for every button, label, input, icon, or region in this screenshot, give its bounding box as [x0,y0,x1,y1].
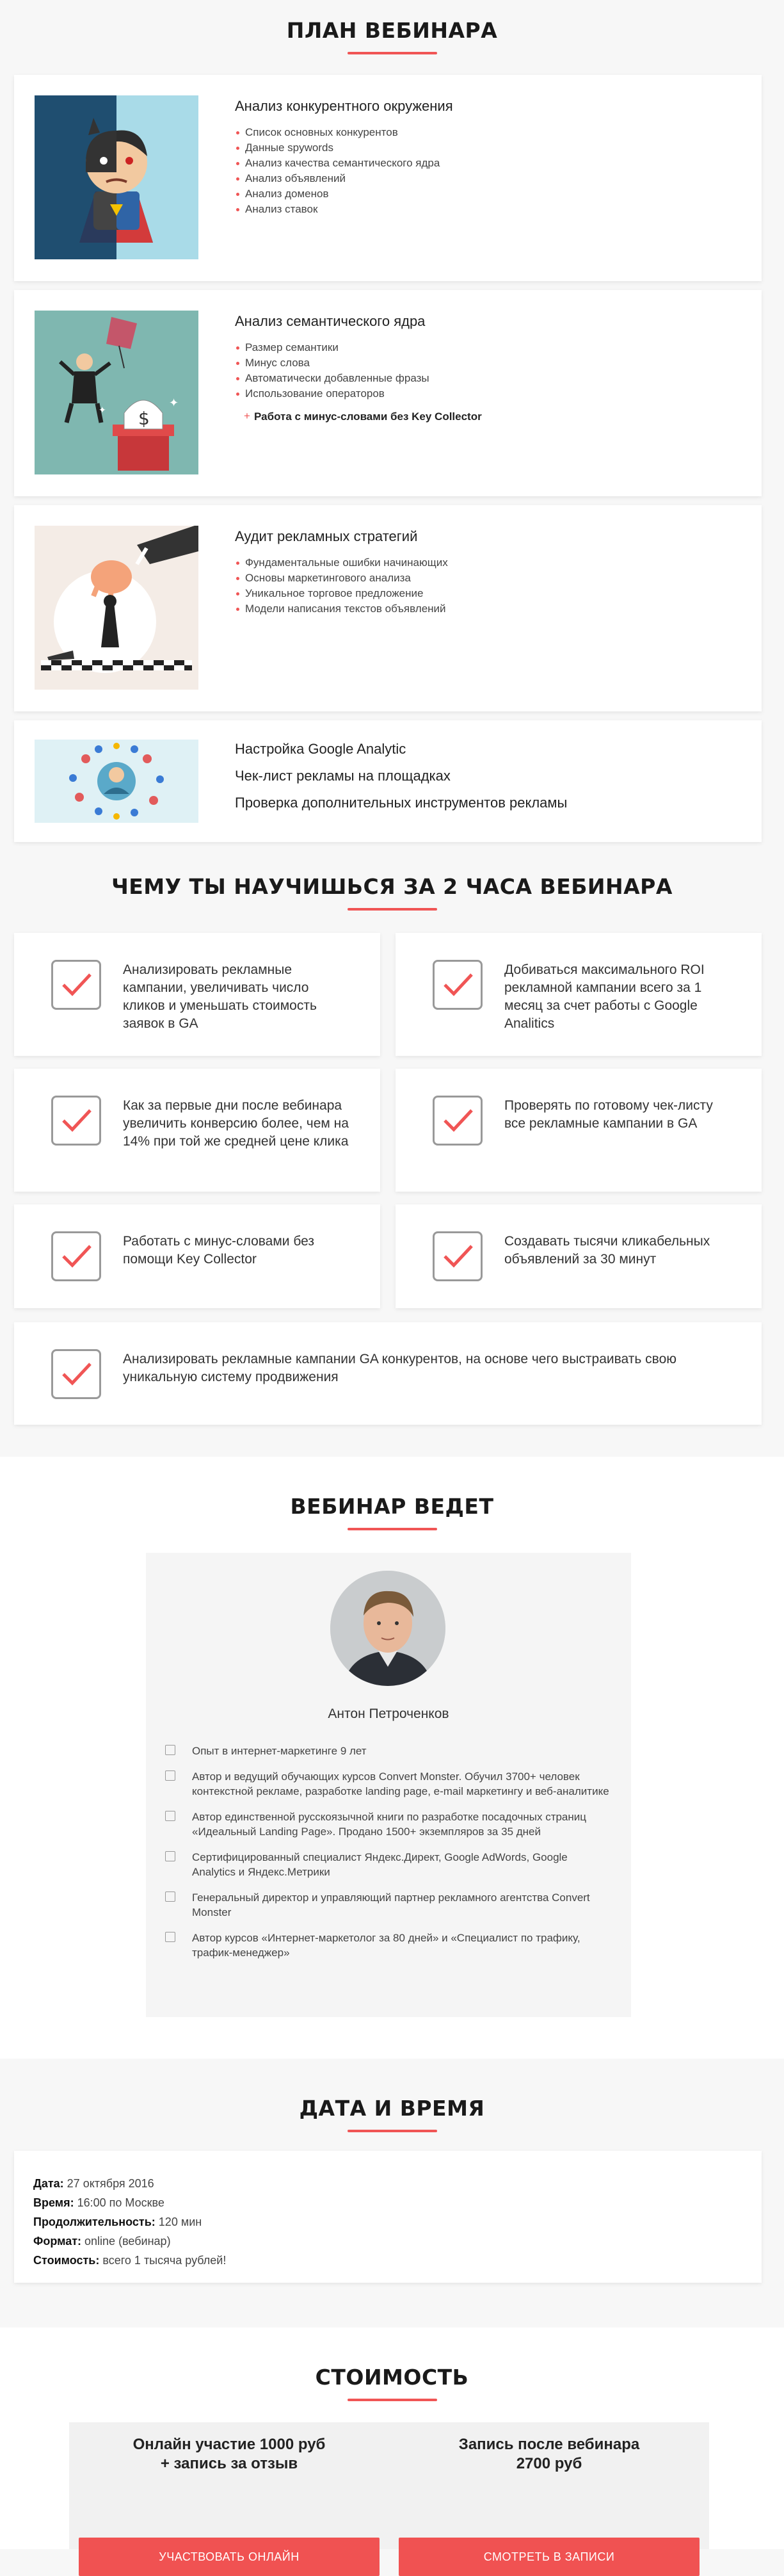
checkbox-icon [433,960,483,1010]
plan-heading: Аудит рекламных стратегий [235,528,418,544]
svg-text:✦: ✦ [99,405,106,416]
format-row [33,2232,742,2251]
plan-line: Чек-лист рекламы на площадках [235,768,451,784]
date-card [14,2151,762,2283]
plan-line: Настройка Google Analytic [235,741,406,757]
format-label: Формат: [33,2235,82,2248]
checkbox-icon [165,1891,175,1902]
host-card [146,1553,631,2017]
list-item: Список основных конкурентов [235,125,453,140]
host-facts-list [165,1744,613,1971]
date-title: ДАТА И ВРЕМЯ [299,2096,485,2121]
date-section [0,2059,784,2328]
list-item: Анализ качества семантического ядра [235,156,453,171]
title-underline [348,2130,437,2132]
plan-heading: Анализ семантического ядра [235,313,426,329]
list-item [165,1850,613,1879]
plan-card-analytics [14,720,762,842]
plan-bullet-list [235,340,482,401]
checkbox-icon [165,1851,175,1861]
plan-extra-item: + Работа с минус-словами без Key Collector [235,410,482,423]
svg-text:✦: ✦ [169,396,179,410]
learn-item-text: Анализировать рекламные кампании GA конкурентов, на основе чего выстраивать свою уникальную систему продвижения [123,1352,676,1384]
learn-card [14,933,380,1056]
title-underline [348,52,437,54]
learn-card [14,1204,380,1308]
businessman-kite-illustration [35,311,198,474]
checkbox-icon [165,1932,175,1942]
cost-value: всего 1 тысяча рублей! [102,2254,227,2267]
learn-item-text: Проверять по готовому чек-листу все рекламные кампании в GA [504,1098,713,1131]
host-fact-text: Опыт в интернет-маркетинге 9 лет [192,1745,367,1757]
list-item: Анализ объявлений [235,171,453,186]
format-value: online (вебинар) [84,2235,171,2248]
plan-text-block [235,313,482,423]
host-fact-text: Генеральный директор и управляющий партнер рекламного агентства Convert Monster [192,1891,590,1918]
dollar-sign: $ [138,408,150,429]
checkbox-icon [51,1096,101,1146]
chess-hand-illustration [35,526,198,690]
price-option-line1: Онлайн участие 1000 руб [132,2436,326,2453]
list-item: Анализ ставок [235,202,453,217]
date-row [33,2174,742,2193]
plan-title: ПЛАН ВЕБИНАРА [286,18,498,43]
host-name: Антон Петроченков [328,1706,449,1721]
host-fact-text: Автор единственной русскоязычной книги по разработке посадочных страниц «Идеальный Landing Page». Продано 1500+ экземпляров за 35 дней [192,1811,587,1838]
pricing-panel [69,2422,709,2563]
learn-card-wide [14,1322,762,1425]
checkbox-icon [51,1349,101,1399]
plan-text-block [235,736,567,816]
plan-text-block [235,98,453,217]
time-value: 16:00 по Москве [77,2196,164,2209]
host-fact-text: Сертифицированный специалист Яндекс.Директ, Google AdWords, Google Analytics и Яндекс.Метрики [192,1851,568,1878]
checkbox-icon [433,1231,483,1281]
price-option-line1: Запись после вебинара [458,2436,640,2453]
list-item: Модели написания текстов объявлений [235,601,448,617]
checkbox-icon [51,960,101,1010]
list-item [165,1769,613,1799]
list-item [165,1890,613,1920]
checkbox-icon [165,1745,175,1755]
learn-item-text: Анализировать рекламные кампании, увеличивать число кликов и уменьшать стоимость заявок в GA [123,962,317,1031]
join-online-button[interactable]: УЧАСТВОВАТЬ ОНЛАЙН [79,2538,380,2576]
avatar [330,1571,445,1686]
plan-card-competitors [14,75,762,281]
learn-section [0,861,784,1457]
title-underline [348,908,437,911]
watch-recording-button[interactable]: СМОТРЕТЬ В ЗАПИСИ [399,2538,700,2576]
plan-card-semantics [14,290,762,496]
plan-text-block [235,528,448,617]
checkbox-icon [165,1811,175,1821]
host-fact-text: Автор и ведущий обучающих курсов Convert Monster. Обучил 3700+ человек контекстной рекламе, разработке landing page, e-mail маркетингу и веб-аналитике [192,1770,609,1797]
time-label: Время: [33,2196,74,2209]
list-item: Данные spywords [235,140,453,156]
price-option-line2: + запись за отзыв [160,2455,298,2472]
learn-item-text: Добиваться максимального ROI рекламной кампании всего за 1 месяц за счет работы с Google Analitics [504,962,705,1031]
duration-row [33,2212,742,2232]
list-item: Минус слова [235,355,482,371]
learn-item-text: Создавать тысячи кликабельных объявлений за 30 минут [504,1234,710,1267]
learn-card [396,1204,762,1308]
cost-label: Стоимость: [33,2254,100,2267]
plan-bullet-list [235,125,453,217]
list-item: Автоматически добавленные фразы [235,371,482,386]
plan-section [0,0,784,861]
title-underline [348,2399,437,2401]
learn-card [396,933,762,1056]
learn-item-text: Как за первые дни после вебинара увеличить конверсию более, чем на 14% при той же средней цене клика [123,1098,349,1149]
checkbox-icon [165,1770,175,1781]
checkbox-icon [51,1231,101,1281]
duration-label: Продолжительность: [33,2216,156,2228]
learn-card [396,1069,762,1192]
time-row [33,2193,742,2212]
host-title: ВЕБИНАР ВЕДЕТ [290,1494,494,1519]
list-item: Анализ доменов [235,186,453,202]
date-label: Дата: [33,2177,64,2190]
plan-bullet-list [235,555,448,617]
learn-card [14,1069,380,1192]
list-item: Основы маркетингового анализа [235,571,448,586]
list-item [165,1931,613,1960]
superhero-illustration [35,95,198,259]
list-item: Размер семантики [235,340,482,355]
price-section [0,2328,784,2563]
list-item: Использование операторов [235,386,482,401]
price-option-online [79,2435,380,2474]
title-underline [348,1528,437,1530]
price-option-line2: 2700 руб [516,2455,582,2472]
date-value: 27 октября 2016 [67,2177,154,2190]
cost-row [33,2251,742,2270]
list-item [165,1744,613,1758]
list-item: Фундаментальные ошибки начинающих [235,555,448,571]
list-item: Уникальное торговое предложение [235,586,448,601]
price-option-recording [399,2435,700,2474]
duration-value: 120 мин [158,2216,202,2228]
checkbox-icon [433,1096,483,1146]
price-title: СТОИМОСТЬ [315,2365,469,2390]
list-item [165,1810,613,1839]
network-illustration [35,740,198,823]
plan-heading: Анализ конкурентного окружения [235,98,453,114]
plan-line: Проверка дополнительных инструментов рекламы [235,795,568,811]
host-fact-text: Автор курсов «Интернет-маркетолог за 80 дней» и «Специалист по трафику, трафик-менеджер» [192,1932,580,1959]
plan-card-strategies [14,505,762,711]
learn-title: ЧЕМУ ТЫ НАУЧИШЬСЯ ЗА 2 ЧАСА ВЕБИНАРА [111,874,673,899]
learn-item-text: Работать с минус-словами без помощи Key Collector [123,1234,314,1267]
host-section [0,1457,784,2059]
